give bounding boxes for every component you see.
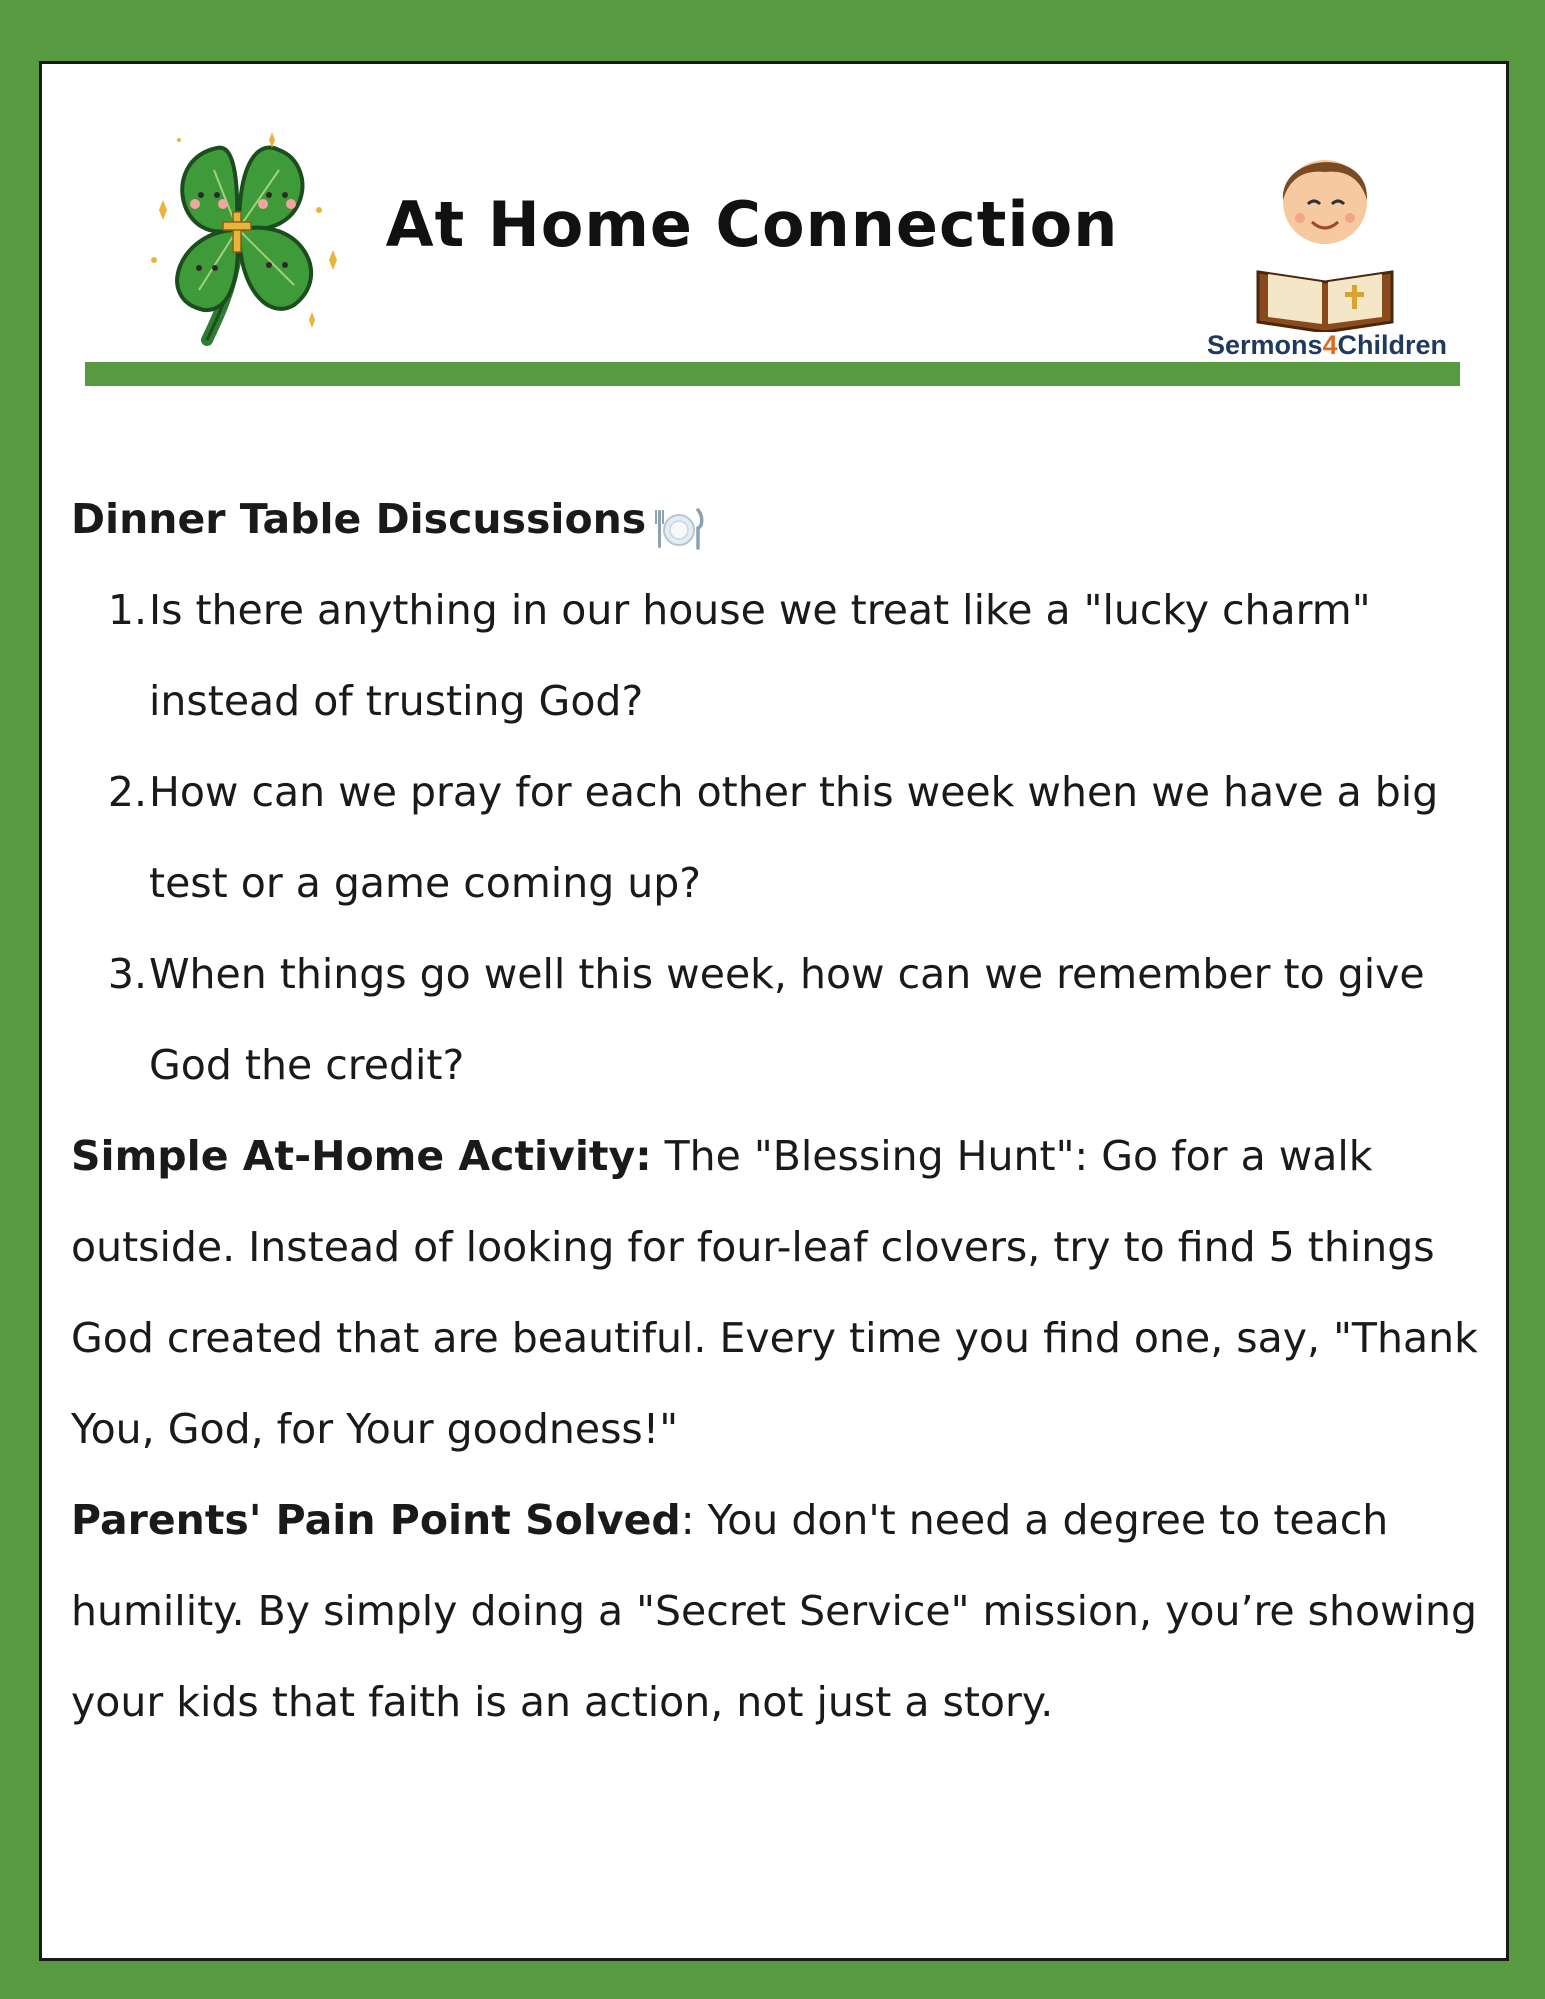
pain-point-text: : You don't need a degree to teach humility. By simply doing a "Secret Service" mission, you’re showing your kids that faith is an action, not just a story.: [71, 1496, 1478, 1726]
list-item: [71, 565, 1491, 747]
logo-brand-num: 4: [1322, 330, 1338, 360]
activity-label: Simple At-Home Activity:: [71, 1132, 652, 1180]
brand-logo: [1202, 122, 1452, 392]
boy-reading-bible-icon: [1250, 122, 1400, 332]
activity-paragraph: [71, 1111, 1491, 1475]
logo-brand-b: Children: [1337, 330, 1448, 360]
list-item: [71, 747, 1491, 929]
question-number: 2.: [107, 768, 147, 816]
pain-point-paragraph: [71, 1475, 1491, 1748]
discussion-heading-text: Dinner Table Discussions: [71, 495, 647, 543]
question-text: When things go well this week, how can we remember to give God the credit?: [149, 950, 1425, 1089]
plate-fork-knife-icon: [654, 495, 704, 545]
question-text: Is there anything in our house we treat like a "lucky charm" instead of trusting God?: [149, 586, 1371, 725]
question-number: 3.: [107, 950, 147, 998]
main-content: [71, 474, 1491, 1748]
activity-text: The "Blessing Hunt": Go for a walk outside. Instead of looking for four-leaf clovers, try to find 5 things God created that are beautiful. Every time you find one, say, "Thank You, God, for Your goodness!": [71, 1132, 1478, 1453]
discussion-heading: [71, 474, 1491, 565]
question-number: 1.: [107, 586, 147, 634]
logo-brand-a: Sermons: [1206, 330, 1323, 360]
list-item: [71, 929, 1491, 1111]
handout-page: [39, 61, 1509, 1961]
pain-point-label: Parents' Pain Point Solved: [71, 1496, 681, 1544]
question-text: How can we pray for each other this week when we have a big test or a game coming up?: [149, 768, 1439, 907]
discussion-questions: [71, 565, 1491, 1111]
four-leaf-clover-icon: [119, 100, 359, 350]
page-title: At Home Connection: [385, 188, 1119, 261]
header-divider: [85, 362, 1460, 386]
